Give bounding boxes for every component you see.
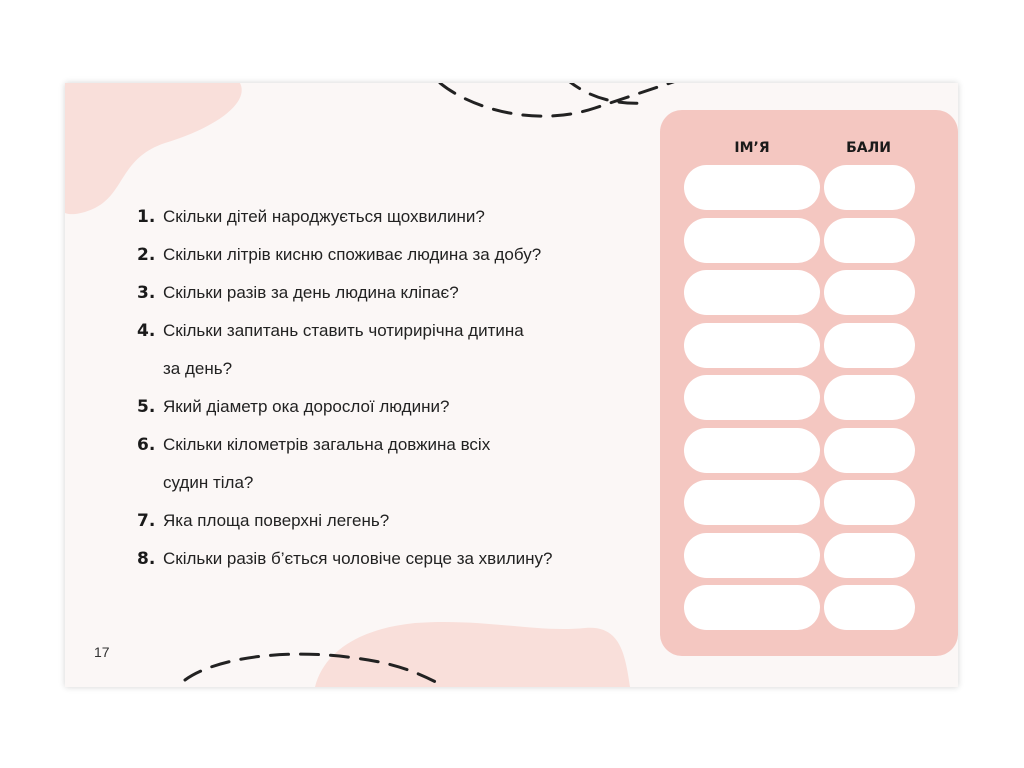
- question-item: [137, 426, 637, 502]
- question-text-line: Яка площа поверхні легень?: [163, 511, 390, 530]
- question-number: 7.: [137, 511, 156, 531]
- scoreboard-row: [684, 533, 914, 578]
- scoreboard-row: [684, 218, 914, 263]
- dashed-line-top: [440, 83, 685, 116]
- question-number: 6.: [137, 435, 156, 455]
- name-field[interactable]: [684, 480, 820, 525]
- question-text: [163, 502, 637, 540]
- question-number: 2.: [137, 245, 156, 265]
- question-text-line: Скільки разів б’ється чоловіче серце за хвилину?: [163, 549, 553, 568]
- score-field[interactable]: [824, 323, 915, 368]
- dashed-line-top-2: [565, 83, 645, 103]
- name-field[interactable]: [684, 428, 820, 473]
- question-text-line: Скільки кілометрів загальна довжина всіх: [163, 435, 491, 454]
- name-field[interactable]: [684, 323, 820, 368]
- question-text: [163, 274, 637, 312]
- scoreboard-row: [684, 428, 914, 473]
- question-text-line: судин тіла?: [163, 473, 254, 492]
- name-field[interactable]: [684, 270, 820, 315]
- question-text-line: за день?: [163, 359, 233, 378]
- question-number: 5.: [137, 397, 156, 417]
- question-item: [137, 274, 637, 312]
- question-number: 4.: [137, 321, 156, 341]
- scoreboard-row: [684, 323, 914, 368]
- question-text: [163, 198, 637, 236]
- name-field[interactable]: [684, 165, 820, 210]
- workbook-page: [65, 83, 958, 687]
- question-item: [137, 540, 637, 578]
- question-text: [163, 426, 637, 502]
- pink-blob-top-left: [65, 83, 242, 214]
- question-text: [163, 540, 637, 578]
- question-item: [137, 198, 637, 236]
- scoreboard-row: [684, 480, 914, 525]
- question-number: 3.: [137, 283, 156, 303]
- question-number: 8.: [137, 549, 156, 569]
- question-number: 1.: [137, 207, 156, 227]
- score-field[interactable]: [824, 270, 915, 315]
- question-text-line: Скільки разів за день людина кліпає?: [163, 283, 459, 302]
- name-field[interactable]: [684, 218, 820, 263]
- pink-blob-bottom: [315, 622, 630, 687]
- score-field[interactable]: [824, 428, 915, 473]
- question-list: [137, 198, 637, 578]
- name-column-header: ІМ’Я: [734, 140, 770, 156]
- score-field[interactable]: [824, 585, 915, 630]
- score-field[interactable]: [824, 218, 915, 263]
- question-text-line: Скільки дітей народжується щохвилини?: [163, 207, 485, 226]
- scoreboard-row: [684, 375, 914, 420]
- name-field[interactable]: [684, 585, 820, 630]
- question-item: [137, 312, 637, 388]
- page-number: 17: [94, 644, 110, 660]
- scoreboard-panel: [660, 110, 958, 656]
- question-text: [163, 236, 637, 274]
- name-field[interactable]: [684, 375, 820, 420]
- score-field[interactable]: [824, 480, 915, 525]
- question-text: [163, 312, 637, 388]
- question-item: [137, 502, 637, 540]
- name-field[interactable]: [684, 533, 820, 578]
- scoreboard-row: [684, 165, 914, 210]
- question-text-line: Який діаметр ока дорослої людини?: [163, 397, 450, 416]
- score-field[interactable]: [824, 165, 915, 210]
- scoreboard-row: [684, 585, 914, 630]
- question-text-line: Скільки літрів кисню споживає людина за добу?: [163, 245, 542, 264]
- score-column-header: БАЛИ: [846, 140, 891, 156]
- question-item: [137, 388, 637, 426]
- scoreboard-row: [684, 270, 914, 315]
- score-field[interactable]: [824, 375, 915, 420]
- question-text-line: Скільки запитань ставить чотирирічна дитина: [163, 321, 524, 340]
- score-field[interactable]: [824, 533, 915, 578]
- question-text: [163, 388, 637, 426]
- question-item: [137, 236, 637, 274]
